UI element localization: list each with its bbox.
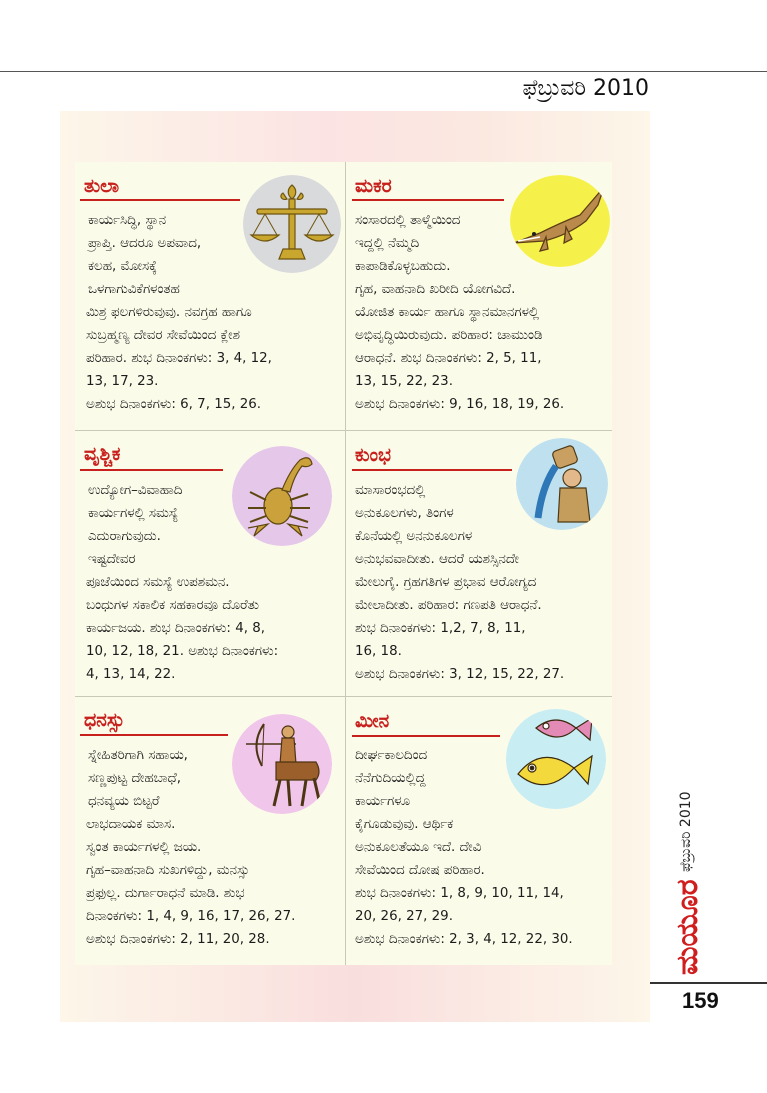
header-date: ಫೆಬ್ರುವರಿ 2010	[522, 76, 649, 101]
text-line: ಪೂಜೆಯಿಂದ ಸಮಸ್ಯೆ ಉಪಶಮನ.	[86, 575, 230, 590]
text-line: ದೀರ್ಘಕಾಲದಿಂದ	[355, 748, 428, 763]
text-line: ಸೇವೆಯಿಂದ ದೋಷ ಪರಿಹಾರ.	[355, 863, 485, 878]
sign-title-meena: ಮೀನ	[355, 710, 390, 732]
text-line: ಅಶುಭ ದಿನಾಂಕಗಳು: 6, 7, 15, 26.	[86, 397, 262, 412]
text-line: ಅನುಕೂಲಗಳು, ತಿಂಗಳ	[355, 506, 454, 521]
text-line: ಗೃಹ–ವಾಹನಾದಿ ಸುಖಗಳಿದ್ದು, ಮನಸ್ಸು	[86, 863, 250, 878]
sign-title-vrishchika: ವೃಶ್ಚಿಕ	[84, 443, 121, 465]
sign-title-dhanassu: ಧನಸ್ಸು	[84, 709, 125, 731]
sign-text-makara	[355, 209, 564, 416]
text-line: ಕಾರ್ಯಗಳಲ್ಲಿ ಸಮಸ್ಯೆ	[88, 506, 179, 521]
text-line: ಕಾರ್ಯಸಿದ್ಧಿ, ಸ್ಥಾನ	[88, 213, 167, 228]
text-line: 13, 17, 23.	[86, 374, 159, 389]
text-line: ಇಷ್ಟದೇವರ	[88, 552, 136, 567]
text-line: ಸಣ್ಣಪುಟ್ಟ ದೇಹಬಾಧೆ,	[88, 771, 181, 786]
text-line: ಎದುರಾಗುವುದು.	[88, 529, 161, 544]
text-line: ಶುಭ ದಿನಾಂಕಗಳು: 1, 8, 9, 10, 11, 14,	[355, 886, 564, 901]
text-line: ಕೊನೆಯಲ್ಲಿ ಅನನುಕೂಲಗಳ	[355, 529, 473, 544]
text-line: ಸ್ವಂತ ಕಾರ್ಯಗಳಲ್ಲಿ ಜಯ.	[86, 840, 202, 855]
text-line: ಆರಾಧನೆ. ಶುಭ ದಿನಾಂಕಗಳು: 2, 5, 11,	[355, 351, 542, 366]
title-underline	[80, 199, 240, 201]
text-line: 10, 12, 18, 21. ಅಶುಭ ದಿನಾಂಕಗಳು:	[86, 644, 279, 659]
title-underline	[352, 469, 512, 471]
sign-text-vrishchika	[88, 479, 278, 686]
title-underline	[352, 199, 504, 201]
sidebar-month: ಫೆಬ್ರುವರಿ 2010	[678, 791, 694, 872]
text-line: ಗೃಹ, ವಾಹನಾದಿ ಖರೀದಿ ಯೋಗವಿದೆ.	[355, 282, 516, 297]
text-line: ಅಶುಭ ದಿನಾಂಕಗಳು: 9, 16, 18, 19, 26.	[355, 397, 565, 412]
text-line: 13, 15, 22, 23.	[355, 374, 453, 389]
text-line: ಅಶುಭ ದಿನಾಂಕಗಳು: 2, 3, 4, 12, 22, 30.	[355, 932, 573, 947]
text-line: ಕಾರ್ಯಜಯ. ಶುಭ ದಿನಾಂಕಗಳು: 4, 8,	[86, 621, 266, 636]
text-line: ಕಾರ್ಯಗಳೂ	[355, 794, 411, 809]
text-line: ಉದ್ಯೋಗ–ವಿವಾಹಾದಿ	[88, 483, 183, 498]
text-line: ಶುಭ ದಿನಾಂಕಗಳು: 1,2, 7, 8, 11,	[355, 621, 526, 636]
text-line: ಮಿಶ್ರ ಫಲಗಳಿರುವುವು. ನವಗ್ರಹ ಹಾಗೂ	[86, 305, 252, 320]
text-line: ಅಶುಭ ದಿನಾಂಕಗಳು: 2, 11, 20, 28.	[86, 932, 270, 947]
top-rule	[0, 71, 767, 72]
text-line: 16, 18.	[355, 644, 402, 659]
title-underline	[352, 735, 500, 737]
text-line: 20, 26, 27, 29.	[355, 909, 453, 924]
text-line: ಮೇಲುಗೈ. ಗ್ರಹಗತಿಗಳ ಪ್ರಭಾವ ಆರೋಗ್ಯದ	[355, 575, 537, 590]
sign-title-tula: ತುಲಾ	[84, 175, 120, 197]
text-line: ಸಂಸಾರದಲ್ಲಿ ತಾಳ್ಮೆಯಿಂದ	[355, 213, 461, 228]
text-line: ದಿನಾಂಕಗಳು: 1, 4, 9, 16, 17, 26, 27.	[86, 909, 296, 924]
text-line: ಪರಿಹಾರ. ಶುಭ ದಿನಾಂಕಗಳು: 3, 4, 12,	[86, 351, 272, 366]
text-line: ಒಳಗಾಗುವಿಕೆಗಳಂತಹ	[88, 282, 180, 297]
text-line: ಪ್ರಫುಲ್ಲ. ದುರ್ಗಾರಾಧನೆ ಮಾಡಿ. ಶುಭ	[86, 886, 245, 901]
sign-title-makara: ಮಕರ	[355, 175, 392, 197]
sign-text-tula	[88, 209, 272, 416]
page-number: 159	[682, 988, 719, 1013]
text-line: ಮಾಸಾರಂಭದಲ್ಲಿ	[355, 483, 426, 498]
text-line: ಅನುಕೂಲತೆಯೂ ಇದೆ. ದೇವಿ	[355, 840, 482, 855]
text-line: ನೆನೆಗುದಿಯಲ್ಲಿದ್ದ	[355, 771, 426, 786]
column-divider	[345, 162, 346, 965]
text-line: ಯೋಜಿತ ಕಾರ್ಯ ಹಾಗೂ ಸ್ಥಾನಮಾನಗಳಲ್ಲಿ	[355, 305, 540, 320]
text-line: ಸುಬ್ರಹ್ಮಣ್ಯ ದೇವರ ಸೇವೆಯಿಂದ ಕ್ಲೇಶ	[86, 328, 240, 343]
panel-bottom-band	[60, 965, 650, 1022]
text-line: ಮೇಲಾದೀತು. ಪರಿಹಾರ: ಗಣಪತಿ ಆರಾಧನೆ.	[355, 598, 542, 613]
text-line: ಕೈಗೂಡುವುವು. ಆರ್ಥಿಕ	[355, 817, 454, 832]
row-divider	[75, 696, 612, 697]
text-line: ಸ್ನೇಹಿತರಿಗಾಗಿ ಸಹಾಯ,	[88, 748, 188, 763]
sign-text-dhanassu	[88, 744, 295, 951]
footer-rule	[650, 982, 767, 984]
text-line: ಬಂಧುಗಳ ಸಕಾಲಿಕ ಸಹಕಾರವೂ ದೊರೆತು	[86, 598, 259, 613]
sign-text-kumbha	[355, 479, 564, 686]
text-line: ಕಾಪಾಡಿಕೊಳ್ಳಬಹುದು.	[355, 259, 451, 274]
magazine-logo: ಮಯೂರ	[670, 879, 705, 975]
text-line: ಇದ್ದಲ್ಲಿ ನೆಮ್ಮದಿ	[355, 236, 420, 251]
text-line: ಪ್ರಾಪ್ತಿ. ಆದರೂ ಅಪವಾದ,	[88, 236, 202, 251]
text-line: ಲಾಭದಾಯಕ ಮಾಸ.	[86, 817, 176, 832]
sign-text-meena	[355, 744, 573, 951]
text-line: ಅಶುಭ ದಿನಾಂಕಗಳು: 3, 12, 15, 22, 27.	[355, 667, 565, 682]
row-divider	[75, 430, 612, 431]
title-underline	[80, 734, 228, 736]
title-underline	[80, 469, 223, 471]
text-line: ಅನುಭವವಾದೀತು. ಆದರೆ ಯಶಸ್ಸಿನದೇ	[355, 552, 519, 567]
text-line: 4, 13, 14, 22.	[86, 667, 176, 682]
text-line: ಅಭಿವೃದ್ಧಿಯಿರುವುದು. ಪರಿಹಾರ: ಚಾಮುಂಡಿ	[355, 328, 543, 343]
text-line: ಧನವ್ಯಯ ಬಿಟ್ಟರೆ	[88, 794, 160, 809]
sign-title-kumbha: ಕುಂಭ	[355, 444, 391, 466]
text-line: ಕಲಹ, ಮೋಸಕ್ಕೆ	[88, 259, 157, 274]
